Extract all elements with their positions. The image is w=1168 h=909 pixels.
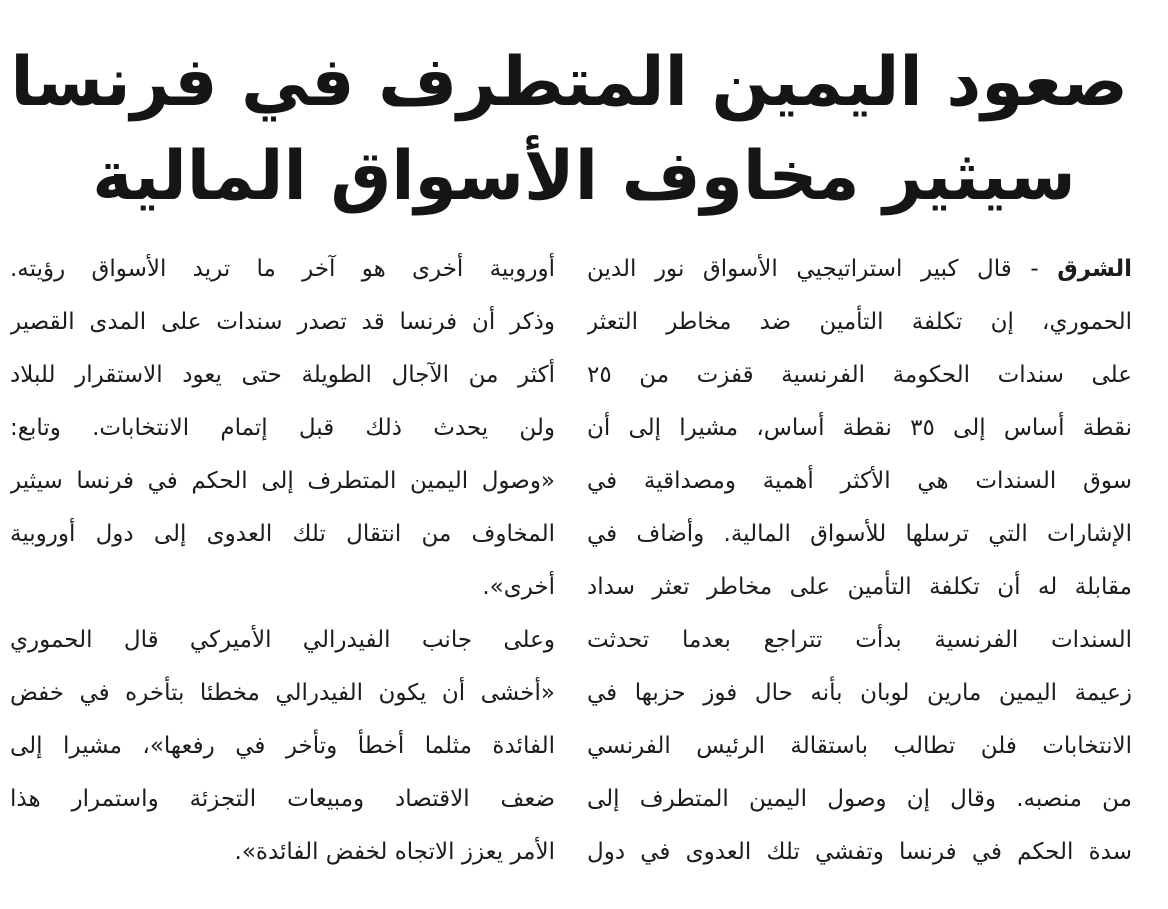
- article-lead-source: الشرق: [1057, 256, 1132, 282]
- article-headline: [10, 36, 1128, 224]
- column-line: على سندات الحكومة الفرنسية قفزت من ٢٥: [587, 362, 1132, 388]
- column-line: نقطة أساس إلى ٣٥ نقطة أساس، مشيرا إلى أن: [587, 415, 1132, 441]
- column-line: سدة الحكم في فرنسا وتفشي تلك العدوى في دول: [587, 839, 1132, 865]
- column-line-text: - قال كبير استراتيجيي الأسواق نور الدين: [587, 256, 1058, 282]
- column-line: الانتخابات فلن تطالب باستقالة الرئيس الفرنسي: [587, 733, 1132, 759]
- headline-line-2: سيثير مخاوف الأسواق المالية: [92, 137, 1076, 216]
- column-line: زعيمة اليمين مارين لوبان بأنه حال فوز حزبها في: [587, 680, 1132, 706]
- column-line: [587, 243, 1132, 296]
- column-line: المخاوف من انتقال تلك العدوى إلى دول أوروبية: [10, 521, 555, 547]
- column-line: الأمر يعزز الاتجاه لخفض الفائدة».: [234, 839, 555, 865]
- column-line: من منصبه. وقال إن وصول اليمين المتطرف إلى: [587, 786, 1132, 812]
- column-line: وذكر أن فرنسا قد تصدر سندات على المدى القصير: [10, 309, 555, 335]
- column-line: السندات الفرنسية بدأت تتراجع بعدما تحدثت: [587, 627, 1132, 653]
- headline-line-1: صعود اليمين المتطرف في فرنسا: [10, 43, 1128, 122]
- column-line: ولن يحدث ذلك قبل إتمام الانتخابات. وتابع:: [10, 415, 555, 441]
- column-line: أكثر من الآجال الطويلة حتى يعود الاستقرار للبلاد: [10, 362, 555, 388]
- article-column-right: [587, 243, 1132, 879]
- column-line: الفائدة مثلما أخطأ وتأخر في رفعها»، مشيرا إلى: [10, 733, 555, 759]
- column-line: سوق السندات هي الأكثر أهمية ومصداقية في: [587, 468, 1132, 494]
- column-line: الحموري، إن تكلفة التأمين ضد مخاطر التعثر: [587, 309, 1132, 335]
- column-line: أخرى».: [482, 574, 555, 600]
- column-line: الإشارات التي ترسلها للأسواق المالية. وأضاف في: [587, 521, 1132, 547]
- column-line: «وصول اليمين المتطرف إلى الحكم في فرنسا سيثير: [10, 468, 555, 494]
- column-line: «أخشى أن يكون الفيدرالي مخطئا بتأخره في خفض: [10, 680, 555, 706]
- column-line: وعلى جانب الفيدرالي الأميركي قال الحموري: [10, 627, 555, 653]
- article-column-left: [10, 243, 555, 879]
- column-line: أوروبية أخرى هو آخر ما تريد الأسواق رؤيته.: [10, 256, 555, 282]
- column-line: ضعف الاقتصاد ومبيعات التجزئة واستمرار هذا: [10, 786, 555, 812]
- column-line: مقابلة له أن تكلفة التأمين على مخاطر تعثر سداد: [587, 574, 1132, 600]
